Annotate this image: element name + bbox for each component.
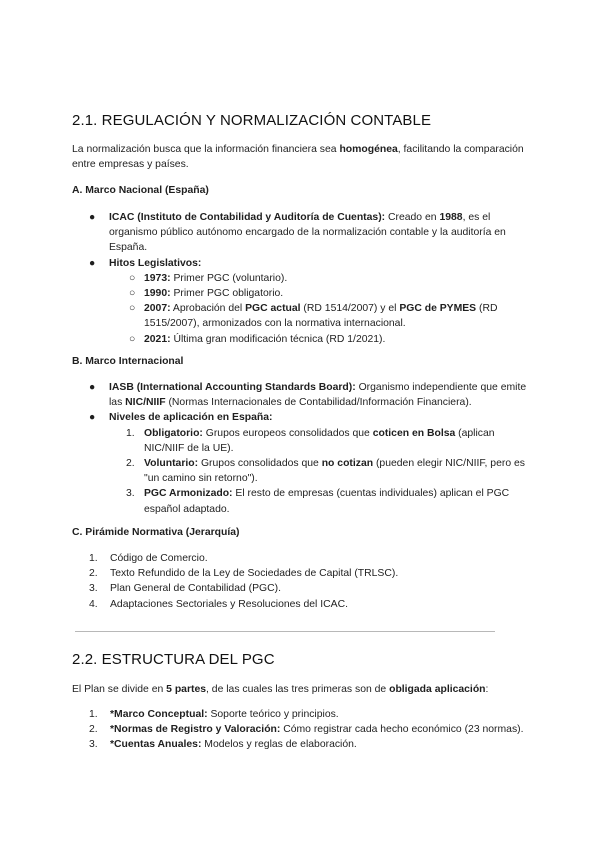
text: , de las cuales las tres primeras son de xyxy=(206,684,390,695)
bold-text: 2007: xyxy=(144,303,171,315)
bullet-icon: ● xyxy=(89,412,96,424)
marco-nacional-list xyxy=(72,210,532,347)
list-number: 2. xyxy=(89,724,98,736)
bold-text: Niveles de aplicación en España: xyxy=(109,412,273,424)
bullet-icon: ● xyxy=(89,212,96,223)
circle-bullet-icon: ○ xyxy=(129,288,136,300)
list-item-parte xyxy=(72,737,532,752)
piramide-list xyxy=(72,551,532,612)
text: Modelos y reglas de elaboración. xyxy=(201,739,357,751)
list-number: 4. xyxy=(89,598,98,610)
text: Soporte teórico y principios. xyxy=(207,709,339,720)
circle-bullet-icon: ○ xyxy=(129,303,136,315)
bold-text: Voluntario: xyxy=(144,458,199,470)
bold-text: PGC Armonizado: xyxy=(144,488,233,500)
text: Primer PGC obligatorio. xyxy=(170,288,284,300)
section-title-2-2: 2.2. ESTRUCTURA DEL PGC xyxy=(72,651,275,668)
bold-text: no cotizan xyxy=(321,458,374,470)
pgc-structure-list xyxy=(72,707,532,753)
bold-text: homogénea xyxy=(339,144,398,155)
list-item-hito xyxy=(109,301,532,331)
text: (aplican NIC/NIIF de la UE). xyxy=(144,427,495,454)
bold-text: Hitos Legislativos: xyxy=(109,257,202,269)
bold-text: *Marco Conceptual: xyxy=(110,709,208,720)
heading-marco-nacional: A. Marco Nacional (España) xyxy=(72,185,209,196)
heading-piramide-normativa: C. Pirámide Normativa (Jerarquía) xyxy=(72,527,240,538)
heading-marco-internacional: B. Marco Internacional xyxy=(72,356,184,367)
intro-paragraph xyxy=(72,142,532,172)
text: , es el organismo público autónomo encargado de la normalización contable y la auditoría en España. xyxy=(109,212,506,254)
list-item-nivel xyxy=(109,486,532,516)
list-number: 2. xyxy=(89,568,98,580)
niveles-sublist xyxy=(109,426,532,517)
bold-text: 2021: xyxy=(144,333,171,345)
bold-text: PGC de PYMES xyxy=(399,303,477,315)
list-item-parte xyxy=(72,722,532,737)
bold-text: 5 partes xyxy=(166,684,207,695)
text: Última gran modificación técnica (RD 1/2021). xyxy=(170,333,386,345)
text: (RD 1515/2007), armonizados con la normativa internacional. xyxy=(144,303,498,330)
list-item-niveles xyxy=(72,410,532,516)
list-number: 1. xyxy=(126,427,135,439)
text: La normalización busca que la información financiera sea xyxy=(72,144,340,155)
list-item-nivel xyxy=(109,426,532,456)
list-item-iasb xyxy=(72,380,532,410)
text: Texto Refundido de la Ley de Sociedades de Capital (TRLSC). xyxy=(110,568,399,580)
list-item-hitos xyxy=(72,256,532,347)
list-number: 2. xyxy=(126,458,135,470)
text: Organismo independiente que emite las xyxy=(109,382,527,409)
bold-text: obligada aplicación xyxy=(389,684,486,695)
text: (pueden elegir NIC/NIIF, pero es "un camino sin retorno"). xyxy=(144,458,525,485)
text: Primer PGC (voluntario). xyxy=(170,272,288,284)
text: Grupos consolidados que xyxy=(198,458,322,470)
list-item-norma xyxy=(72,566,532,581)
hitos-sublist xyxy=(109,271,532,347)
text: , facilitando la comparación entre empresas y países. xyxy=(72,144,524,171)
bold-text: IASB (International Accounting Standards Board): xyxy=(109,382,356,393)
list-item-parte xyxy=(72,707,532,722)
list-item-norma xyxy=(72,597,532,612)
text: (RD 1514/2007) y el xyxy=(300,303,400,315)
list-number: 3. xyxy=(126,488,135,500)
bold-text: NIC/NIIF xyxy=(125,397,166,409)
section-title-2-1: 2.1. REGULACIÓN Y NORMALIZACIÓN CONTABLE xyxy=(72,112,432,129)
circle-bullet-icon: ○ xyxy=(129,272,136,284)
list-item-norma xyxy=(72,551,532,566)
text: (Normas Internacionales de Contabilidad/Información Financiera). xyxy=(165,397,472,409)
list-number: 1. xyxy=(89,553,98,564)
text: Adaptaciones Sectoriales y Resoluciones del ICAC. xyxy=(110,598,348,610)
text: El resto de empresas (cuentas individuales) aplican el PGC español adaptado. xyxy=(144,488,510,515)
text: Grupos europeos consolidados que xyxy=(202,427,373,439)
bold-text: ICAC (Instituto de Contabilidad y Auditoría de Cuentas): xyxy=(109,212,386,223)
text: Código de Comercio. xyxy=(110,553,208,564)
bold-text: 1988 xyxy=(439,212,463,223)
list-number: 3. xyxy=(89,583,98,595)
bold-text: 1990: xyxy=(144,288,171,300)
text: Aprobación del xyxy=(170,303,246,315)
list-item-hito xyxy=(109,332,532,347)
list-number: 1. xyxy=(89,709,98,720)
list-item-icac xyxy=(72,210,532,256)
bullet-icon: ● xyxy=(89,382,96,393)
text: El Plan se divide en xyxy=(72,684,167,695)
text: Plan General de Contabilidad (PGC). xyxy=(110,583,281,595)
circle-bullet-icon: ○ xyxy=(129,333,136,345)
list-item-hito xyxy=(109,271,532,286)
bold-text: PGC actual xyxy=(245,303,301,315)
bold-text: *Normas de Registro y Valoración: xyxy=(110,724,281,736)
list-item-hito xyxy=(109,286,532,301)
bold-text: *Cuentas Anuales: xyxy=(110,739,202,751)
list-item-norma xyxy=(72,581,532,596)
bold-text: 1973: xyxy=(144,272,171,284)
text: Creado en xyxy=(385,212,440,223)
marco-internacional-list xyxy=(72,380,532,517)
text: : xyxy=(485,684,489,695)
text: Cómo registrar cada hecho económico (23 normas). xyxy=(280,724,524,736)
list-item-nivel xyxy=(109,456,532,486)
bold-text: Obligatorio: xyxy=(144,427,203,439)
section-divider xyxy=(75,631,495,632)
bullet-icon: ● xyxy=(89,257,96,269)
pgc-intro-paragraph xyxy=(72,682,532,697)
bold-text: coticen en Bolsa xyxy=(372,427,456,439)
list-number: 3. xyxy=(89,739,98,751)
